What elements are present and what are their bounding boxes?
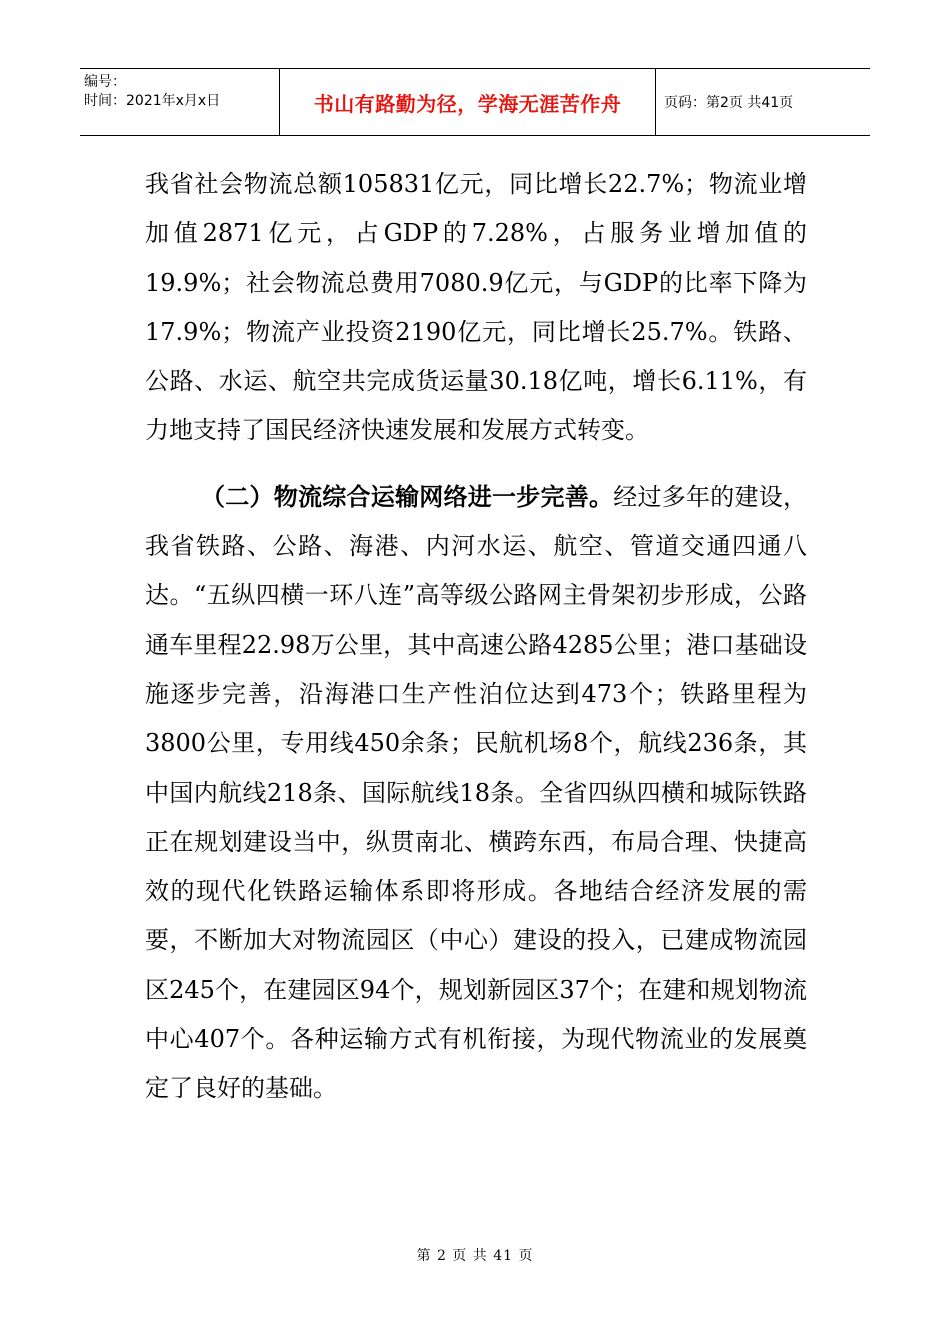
header-motto: 书山有路勤为径，学海无涯苦作舟: [313, 91, 622, 116]
document-number-label: 编号：: [84, 74, 126, 90]
body-paragraph-2: [145, 472, 807, 1114]
header-page-info-cell: [656, 69, 870, 135]
section-heading: （二）物流综合运输网络进一步完善。: [201, 481, 614, 511]
document-time-label: 时间：2021年x月x日: [84, 93, 221, 109]
body-paragraph-2-text: 经过多年的建设，我省铁路、公路、海港、内河水运、航空、管道交通四通八达。“五纵四横一环八连”高等级公路网主骨架初步形成，公路通车里程22.98万公里，其中高速公路4285公里；港口基础设施逐步完善，沿海港口生产性泊位达到473个；铁路里程为3800公里，专用线450余条；民航机场8个，航线236条，其中国内航线218条、国际航线18条。全省四纵四横和城际铁路正在规划建设当中，纵贯南北、横跨东西，布局合理、快捷高效的现代化铁路运输体系即将形成。各地结合经济发展的需要，不断加大对物流园区（中心）建设的投入，已建成物流园区245个，在建园区94个，规划新园区37个；在建和规划物流中心407个。各种运输方式有机衔接，为现代物流业的发展奠定了良好的基础。: [145, 482, 807, 1103]
header-page-info: 页码：第2页 共41页: [664, 95, 794, 111]
document-body: [145, 160, 807, 1114]
body-paragraph-1: 我省社会物流总额105831亿元，同比增长22.7%；物流业增加值2871亿元，占GDP的7.28%，占服务业增加值的19.9%；社会物流总费用7080.9亿元，与GDP的比率下降为17.9%；物流产业投资2190亿元，同比增长25.7%。铁路、公路、水运、航空共完成货运量30.18亿吨，增长6.11%，有力地支持了国民经济快速发展和发展方式转变。: [145, 170, 807, 445]
header-meta: [80, 69, 280, 135]
header-motto-cell: [280, 69, 656, 135]
page-footer: 第 2 页 共 41 页: [416, 1248, 534, 1264]
page-header: [80, 68, 870, 136]
